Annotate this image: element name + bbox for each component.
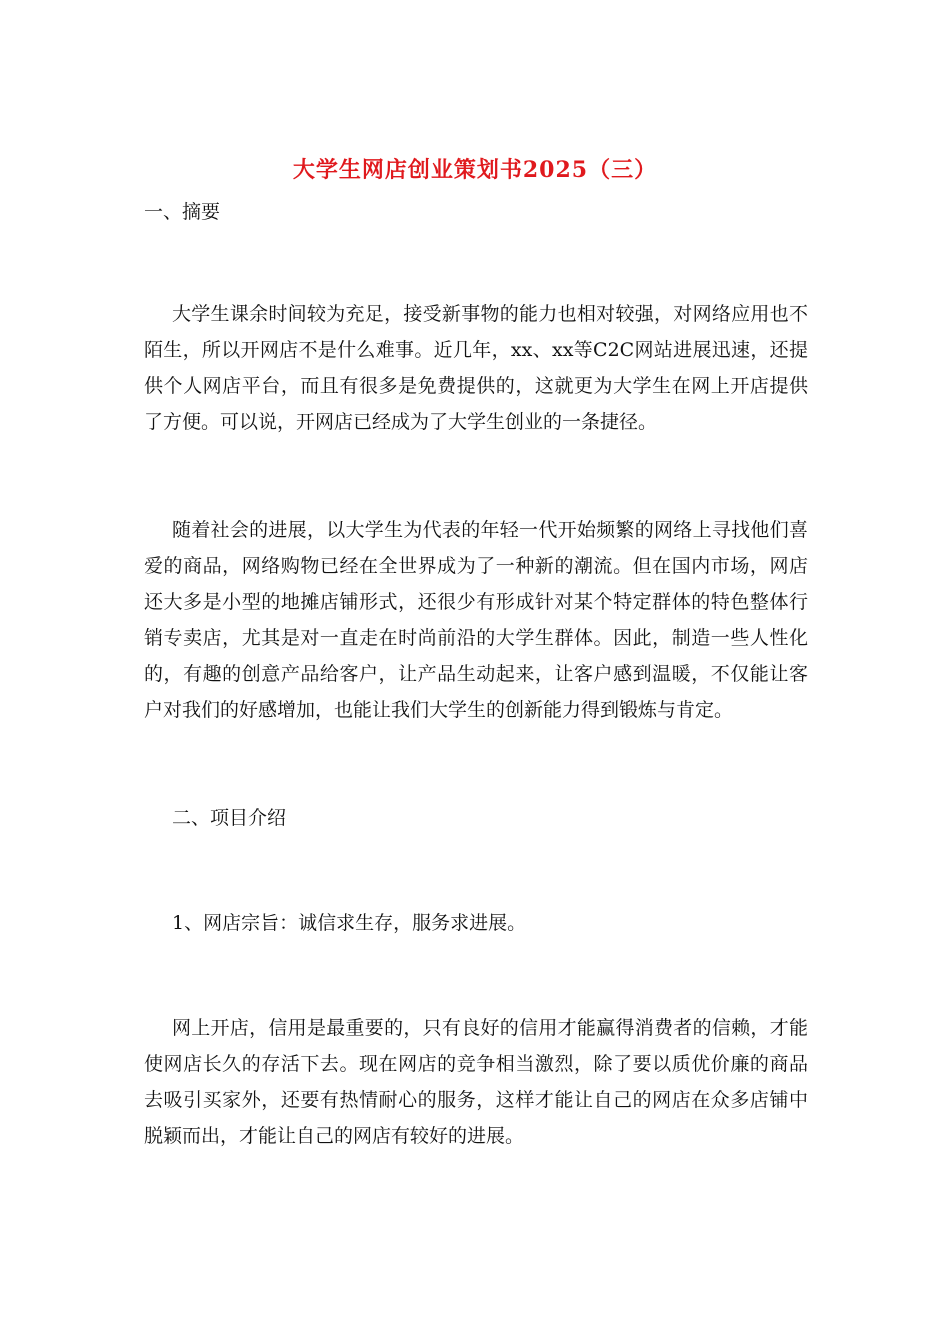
document-title: 大学生网店创业策划书2025（三） bbox=[292, 157, 658, 183]
section-heading-abstract: 一、摘要 bbox=[144, 201, 221, 223]
section-heading-project: 二、项目介绍 bbox=[172, 807, 287, 829]
project-item-1: 1、网店宗旨：诚信求生存，服务求进展。 bbox=[172, 912, 527, 934]
project-paragraph-1: 网上开店，信用是最重要的，只有良好的信用才能赢得消费者的信赖，才能使网店长久的存活下去。现在网店的竞争相当激烈，除了要以质优价廉的商品去吸引买家外，还要有热情耐心的服务，这样才能让自己的网店在众多店铺中脱颖而出，才能让自己的网店有较好的进展。 bbox=[144, 1017, 808, 1147]
abstract-paragraph-1: 大学生课余时间较为充足，接受新事物的能力也相对较强，对网络应用也不陌生，所以开网店不是什么难事。近几年，xx、xx等C2C网站进展迅速，还提供个人网店平台，而且有很多是免费提供的，这就更为大学生在网上开店提供了方便。可以说，开网店已经成为了大学生创业的一条捷径。 bbox=[144, 303, 808, 433]
abstract-paragraph-2: 随着社会的进展，以大学生为代表的年轻一代开始频繁的网络上寻找他们喜爱的商品，网络购物已经在全世界成为了一种新的潮流。但在国内市场，网店还大多是小型的地摊店铺形式，还很少有形成针对某个特定群体的特色整体行销专卖店，尤其是对一直走在时尚前沿的大学生群体。因此，制造一些人性化的，有趣的创意产品给客户，让产品生动起来，让客户感到温暖，不仅能让客户对我们的好感增加，也能让我们大学生的创新能力得到锻炼与肯定。 bbox=[144, 519, 808, 721]
